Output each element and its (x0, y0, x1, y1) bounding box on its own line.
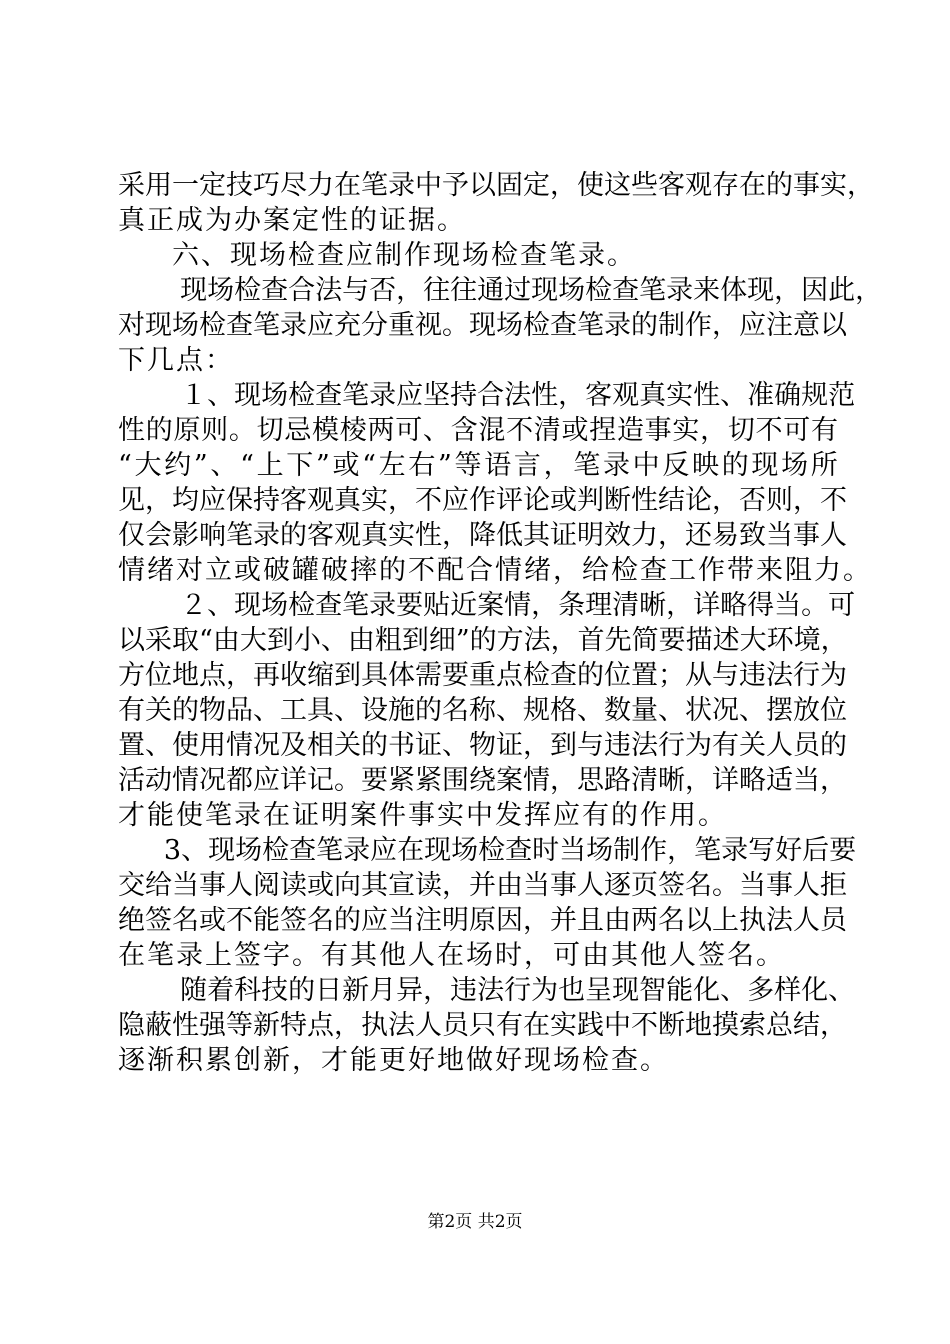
paragraph-line: 现 场 检 查 合 法 与 否 ， 往 往 通 过 现 场 检 查 笔 录 来 体 现 ， 因 此 ， (180, 275, 883, 306)
paragraph-line: 活 动 情 况 都 应 详 记 。 要 紧 紧 围 绕 案 情 ， 思 路 清 晰 ， 详 略 适 当 ， (118, 765, 847, 796)
document-body (118, 168, 883, 1078)
paragraph-line: “ 大 约 ” 、 “ 上 下 ” 或 “ 左 右 ” 等 语 言 ， 笔 录 中 反 映 的 现 场 所 (118, 450, 838, 481)
paragraph-line: １ 、 现 场 检 查 笔 录 应 坚 持 合 法 性 ， 客 观 真 实 性 、 准 确 规 范 (180, 380, 856, 411)
paragraph-line: 在笔录上签字。有其他人在场时，可由其他人签名。 (118, 940, 785, 971)
paragraph-line: 绝 签 名 或 不 能 签 名 的 应 当 注 明 原 因 ， 并 且 由 两 名 以 上 执 法 人 员 (118, 905, 847, 936)
paragraph-line: 下几点： (118, 345, 234, 376)
paragraph-line: 隐 蔽 性 强 等 新 特 点 ， 执 法 人 员 只 有 在 实 践 中 不 断 地 摸 索 总 结 ， (118, 1010, 847, 1041)
paragraph-line: 采 用 一 定 技 巧 尽 力 在 笔 录 中 予 以 固 定 ， 使 这 些 客 观 存 在 的 事 实 ， (118, 170, 874, 201)
paragraph-line: 真正成为办案定性的证据。 (118, 205, 466, 236)
paragraph-line: 以 采 取 “ 由 大 到 小 、 由 粗 到 细 ” 的 方 法 ， 首 先 简 要 描 述 大 环 境 ， (118, 625, 848, 656)
paragraph-line: 对 现 场 检 查 笔 录 应 充 分 重 视 。 现 场 检 查 笔 录 的 制 作 ， 应 注 意 以 (118, 310, 847, 341)
paragraph-line: 才能使笔录在证明案件事实中发挥应有的作用。 (118, 800, 727, 831)
paragraph-line: 3 、 现 场 检 查 笔 录 应 在 现 场 检 查 时 当 场 制 作 ， 笔 录 写 好 后 要 (163, 835, 857, 866)
page-footer: 第2页 共2页 (427, 1212, 523, 1232)
paragraph-line: 随 着 科 技 的 日 新 月 异 ， 违 法 行 为 也 呈 现 智 能 化 、 多 样 化 、 (180, 975, 856, 1006)
paragraph-line: 性 的 原 则 。 切 忌 模 棱 两 可 、 含 混 不 清 或 捏 造 事 实 ， 切 不 可 有 (118, 415, 838, 446)
paragraph-line: 置 、 使 用 情 况 及 相 关 的 书 证 、 物 证 ， 到 与 违 法 行 为 有 关 人 员 的 (118, 730, 847, 761)
paragraph-line: 有 关 的 物 品 、 工 具 、 设 施 的 名 称 、 规 格 、 数 量 、 状 况 、 摆 放 位 (118, 695, 847, 726)
paragraph-line: 方 位 地 点 ， 再 收 缩 到 具 体 需 要 重 点 检 查 的 位 置 ； 从 与 违 法 行 为 (118, 660, 847, 691)
paragraph-line: 情绪对立或破罐破摔的不配合情绪，给检查工作带来阻力。 (118, 555, 872, 586)
paragraph-line: 逐渐积累创新，才能更好地做好现场检查。 (118, 1045, 669, 1076)
paragraph-line: 六、现场检查应制作现场检查笔录。 (172, 240, 636, 271)
paragraph-line: 交 给 当 事 人 阅 读 或 向 其 宣 读 ， 并 由 当 事 人 逐 页 签 名 。 当 事 人 拒 (118, 870, 847, 901)
paragraph-line: 见 ， 均 应 保 持 客 观 真 实 ， 不 应 作 评 论 或 判 断 性 结 论 ， 否 则 ， 不 (118, 485, 847, 516)
paragraph-line: ２ 、 现 场 检 查 笔 录 要 贴 近 案 情 ， 条 理 清 晰 ， 详 略 得 当 。 可 (180, 590, 856, 621)
paragraph-line: 仅 会 影 响 笔 录 的 客 观 真 实 性 ， 降 低 其 证 明 效 力 ， 还 易 致 当 事 人 (118, 520, 847, 551)
